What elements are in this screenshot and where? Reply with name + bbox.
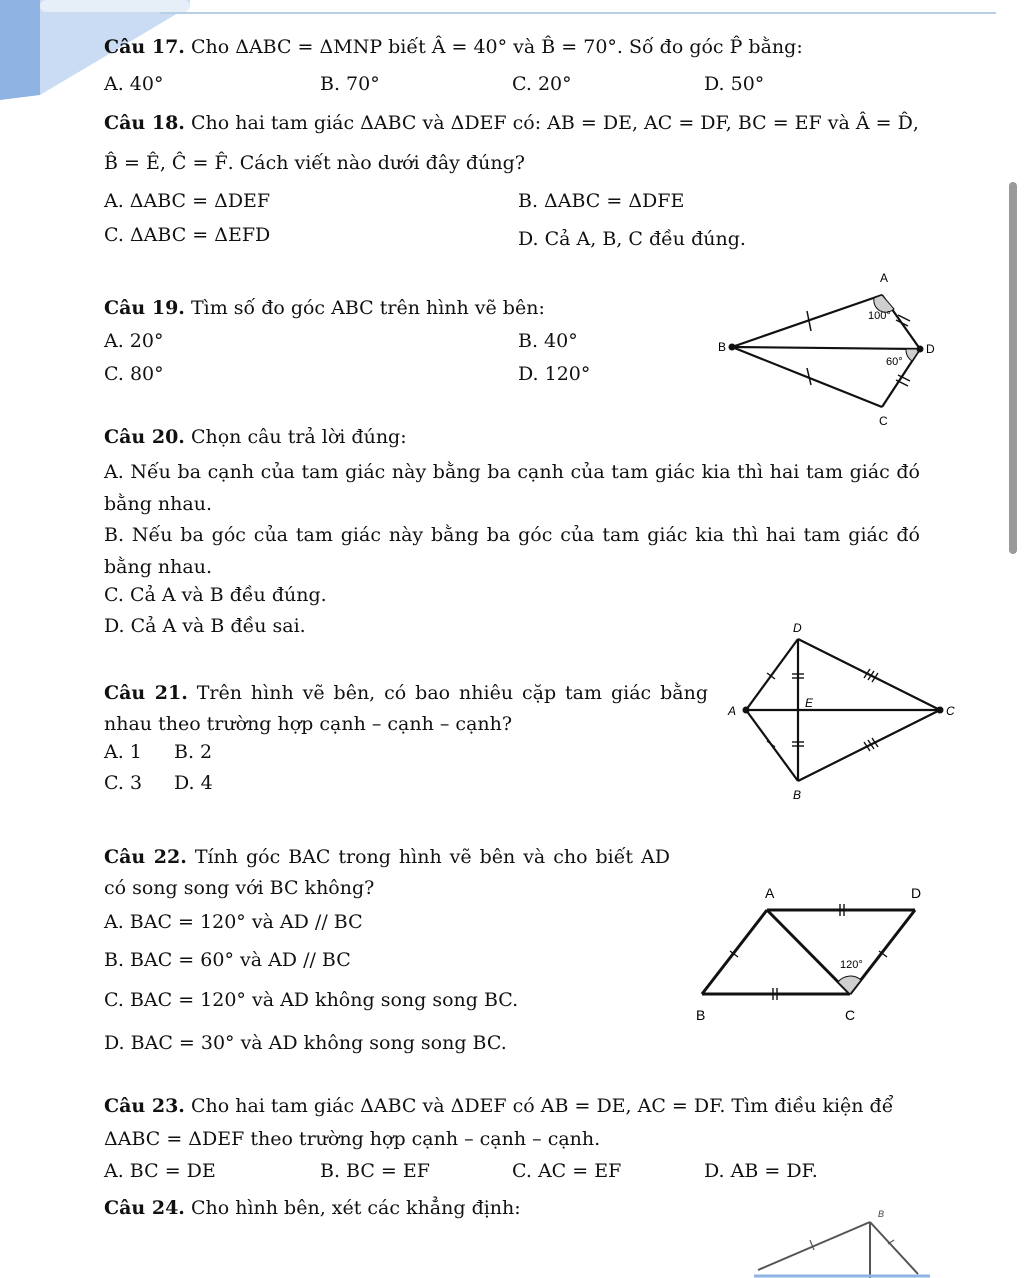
label-d: D — [926, 342, 935, 356]
question-23 — [104, 1094, 893, 1118]
label-b: B — [793, 788, 802, 802]
header-rule — [160, 12, 996, 14]
question-20 — [104, 425, 407, 449]
question-stem: Chọn câu trả lời đúng: — [190, 426, 407, 448]
figure-q21 — [720, 615, 970, 810]
figure-q22 — [690, 878, 940, 1028]
option-19-d: D. 120° — [518, 363, 591, 385]
option-18-b: B. ΔABC = ΔDFE — [518, 190, 685, 212]
question-stem-line-2: B̂ = Ê, Ĉ = F̂. Cách viết nào dưới đây đúng? — [104, 152, 525, 174]
option-23-d: D. AB = DF. — [704, 1160, 818, 1182]
label-d: D — [911, 885, 922, 901]
option-21-a: A. 1 — [104, 741, 142, 763]
scrollbar-thumb[interactable] — [1009, 182, 1017, 554]
question-24 — [104, 1196, 521, 1220]
figure-q19 — [700, 265, 960, 435]
option-22-b: B. BAC = 60° và AD // BC — [104, 949, 351, 971]
label-e: E — [805, 696, 814, 710]
option-21-b: B. 2 — [174, 741, 213, 763]
option-23-c: C. AC = EF — [512, 1160, 622, 1182]
option-22-a: A. BAC = 120° và AD // BC — [104, 911, 363, 933]
question-17 — [104, 35, 803, 59]
figure-q24 — [740, 1200, 950, 1278]
question-18 — [104, 111, 919, 135]
label-d: D — [793, 621, 802, 635]
option-22-d: D. BAC = 30° và AD không song song BC. — [104, 1032, 507, 1054]
label-c: C — [845, 1007, 856, 1023]
question-number: Câu 23. — [104, 1095, 185, 1117]
question-stem-line-1: Cho hai tam giác ΔABC và ΔDEF có: AB = DE, AC = DF, BC = EF và Â = D̂, — [190, 112, 919, 134]
option-20-a: A. Nếu ba cạnh của tam giác này bằng ba cạnh của tam giác kia thì hai tam giác đó bằng nhau. — [104, 461, 920, 515]
option-21-d: D. 4 — [174, 772, 213, 794]
question-stem: Trên hình vẽ bên, có bao nhiêu cặp tam giác bằng nhau theo trường hợp cạnh – cạnh – cạnh? — [104, 682, 708, 735]
label-a: A — [880, 271, 889, 285]
option-17-a: A. 40° — [104, 73, 164, 95]
option-22-c: C. BAC = 120° và AD không song song BC. — [104, 989, 519, 1011]
label-c: C — [946, 704, 955, 718]
label-a: A — [728, 704, 737, 718]
question-stem-line-1: Cho hai tam giác ΔABC và ΔDEF có AB = DE, AC = DF. Tìm điều kiện để — [190, 1095, 894, 1117]
option-19-c: C. 80° — [104, 363, 164, 385]
question-21 — [104, 678, 708, 740]
option-17-d: D. 50° — [704, 73, 765, 95]
option-18-d: D. Cả A, B, C đều đúng. — [518, 228, 746, 250]
question-number: Câu 24. — [104, 1197, 185, 1219]
option-20-c: C. Cả A và B đều đúng. — [104, 584, 327, 606]
label-c: C — [879, 414, 888, 428]
option-20-d: D. Cả A và B đều sai. — [104, 615, 306, 637]
label-b: B — [696, 1007, 706, 1023]
option-18-a: A. ΔABC = ΔDEF — [104, 190, 271, 212]
question-stem: Cho hình bên, xét các khẳng định: — [190, 1197, 521, 1219]
angle-d-value: 60° — [886, 356, 903, 368]
option-20-b: B. Nếu ba góc của tam giác này bằng ba góc của tam giác kia thì hai tam giác đó bằng nhau. — [104, 524, 920, 578]
angle-c-value: 120° — [840, 959, 863, 971]
option-21-c: C. 3 — [104, 772, 143, 794]
option-19-b: B. 40° — [518, 330, 578, 352]
label-top: B — [878, 1209, 885, 1219]
option-19-a: A. 20° — [104, 330, 164, 352]
label-a: A — [765, 885, 775, 901]
angle-a-value: 100° — [868, 310, 891, 322]
question-number: Câu 17. — [104, 36, 185, 58]
question-number: Câu 22. — [104, 846, 187, 868]
label-b: B — [718, 340, 727, 354]
question-number: Câu 20. — [104, 426, 185, 448]
option-17-c: C. 20° — [512, 73, 572, 95]
question-stem: Tìm số đo góc ABC trên hình vẽ bên: — [190, 297, 545, 319]
question-22 — [104, 842, 670, 904]
option-23-b: B. BC = EF — [320, 1160, 430, 1182]
question-stem: Cho ΔABC = ΔMNP biết Â = 40° và B̂ = 70°. Số đo góc P̂ bằng: — [190, 36, 803, 58]
question-19 — [104, 296, 545, 320]
question-number: Câu 19. — [104, 297, 185, 319]
option-17-b: B. 70° — [320, 73, 380, 95]
question-stem-line-2: ΔABC = ΔDEF theo trường hợp cạnh – cạnh – cạnh. — [104, 1128, 601, 1150]
question-number: Câu 21. — [104, 682, 188, 704]
question-number: Câu 18. — [104, 112, 185, 134]
question-stem: Tính góc BAC trong hình vẽ bên và cho biết AD có song song với BC không? — [104, 846, 670, 899]
option-18-c: C. ΔABC = ΔEFD — [104, 224, 271, 246]
option-23-a: A. BC = DE — [104, 1160, 216, 1182]
